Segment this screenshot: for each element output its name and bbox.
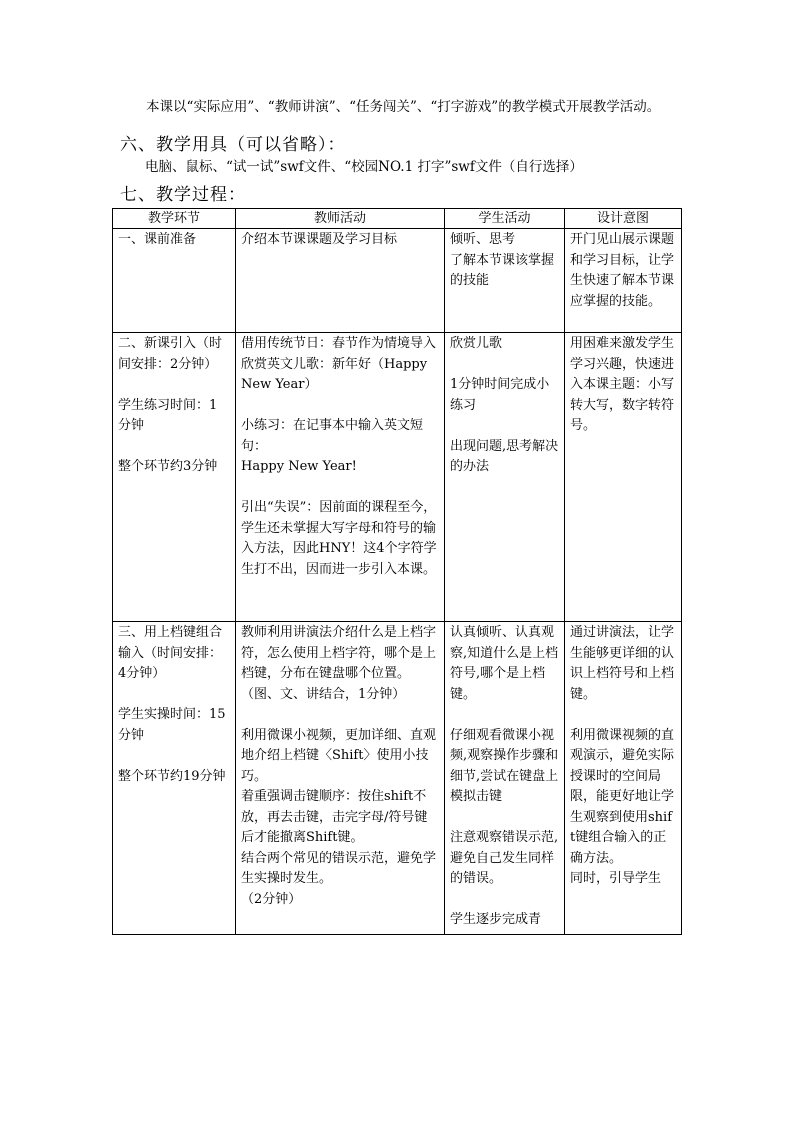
intent-text: 利用微课视频的直观演示，避免实际授课时的空间局限，能更好地让学生观察到使用shift键组合输入的正确方法。 (570, 727, 675, 866)
teacher-text: 介绍本节课课题及学习目标 (241, 232, 398, 247)
student-text: 认真倾听、认真观察,知道什么是上档符号,哪个是上档键。 (450, 625, 559, 702)
student-cell (445, 622, 565, 935)
teacher-cell (236, 229, 445, 333)
table-row (113, 622, 682, 935)
teacher-text: Happy New Year! (241, 459, 357, 474)
teacher-text: 借用传统节日：春节作为情境导入 (241, 336, 437, 351)
intro-paragraph: 本课以“实际应用”、“教师讲演”、“任务闯关”、“打字游戏”的教学模式开展教学活动。 (146, 99, 661, 115)
header-student: 学生活动 (445, 209, 565, 229)
teacher-text: 引出“失误”：因前面的课程至今，学生还未掌握大写字母和符号的输入方法，因此HNY！这4个字符学生打不出，因而进一步引入本课。 (241, 500, 437, 577)
student-text: 仔细观看微课小视频,观察操作步骤和细节,尝试在键盘上模拟击键 (450, 727, 559, 804)
stage-text: 二、新课引入（时间安排：2分钟） (118, 336, 223, 372)
intent-text: 同时，引导学生 (570, 871, 662, 886)
header-intent: 设计意图 (565, 209, 682, 229)
student-cell (445, 229, 565, 333)
student-text: 1分钟时间完成小练习 (450, 377, 550, 413)
stage-text: 三、用上档键组合输入（时间安排：4分钟） (118, 625, 223, 681)
teacher-text: 小练习：在记事本中输入英文短句： (241, 418, 424, 454)
stage-cell (113, 333, 236, 622)
intent-text: 开门见山展示课题和学习目标，让学生快速了解本节课应掌握的技能。 (570, 232, 675, 309)
header-stage: 教学环节 (113, 209, 236, 229)
student-text: 注意观察错误示范,避免自己发生同样的错误。 (450, 830, 559, 886)
stage-text: 整个环节约3分钟 (118, 459, 218, 474)
student-text: 欣赏儿歌 (450, 336, 503, 351)
teaching-process-table (112, 208, 682, 935)
stage-text: 一、课前准备 (118, 232, 197, 247)
section6-heading: 六、教学用具（可以省略）： (120, 135, 346, 155)
teacher-text: 欣赏英文儿歌：新年好（Happy New Year） (241, 356, 428, 392)
header-teacher: 教师活动 (236, 209, 445, 229)
intent-text: 用困难来激发学生学习兴趣，快速进入本课主题：小写转大写，数字转符号。 (570, 336, 675, 433)
intent-cell (565, 229, 682, 333)
section7-heading: 七、教学过程： (120, 185, 246, 205)
stage-cell (113, 229, 236, 333)
stage-text: 学生实操时间：15分钟 (118, 707, 226, 743)
intent-cell (565, 333, 682, 622)
student-text: 学生逐步完成青 (450, 912, 542, 927)
table-row (113, 229, 682, 333)
teacher-text: 利用微课小视频，更加详细、直观地介绍上档键〈Shift〉使用小技巧。 (241, 727, 437, 784)
student-text: 出现问题,思考解决的办法 (450, 438, 559, 474)
intent-cell (565, 622, 682, 935)
teacher-cell (236, 333, 445, 622)
stage-cell (113, 622, 236, 935)
teacher-text: （图、文、讲结合，1分钟） (241, 686, 406, 702)
teacher-text: 着重强调击键顺序：按住shift不放，再去击键，击完字母/符号键后才能撤离Shift键。 (241, 789, 428, 845)
teacher-text: 教师利用讲演法介绍什么是上档字符，怎么使用上档字符，哪个是上档键，分布在键盘哪个位置。 (241, 625, 437, 681)
table-row (113, 333, 682, 622)
student-cell (445, 333, 565, 622)
section6-content: 电脑、鼠标、“试一试”swf文件、“校园NO.1 打字”swf文件（自行选择） (145, 159, 583, 175)
stage-text: 整个环节约19分钟 (118, 768, 226, 784)
teacher-text: （2分钟） (241, 891, 302, 907)
student-text: 了解本节课该掌握的技能 (450, 252, 555, 288)
stage-text: 学生练习时间：1分钟 (118, 397, 218, 433)
table-header-row (113, 209, 682, 229)
teacher-text: 结合两个常见的错误示范，避免学生实操时发生。 (241, 850, 437, 886)
intent-text: 通过讲演法，让学生能够更详细的认识上档符号和上档键。 (570, 625, 675, 702)
student-text: 倾听、思考 (450, 232, 516, 247)
teacher-cell (236, 622, 445, 935)
